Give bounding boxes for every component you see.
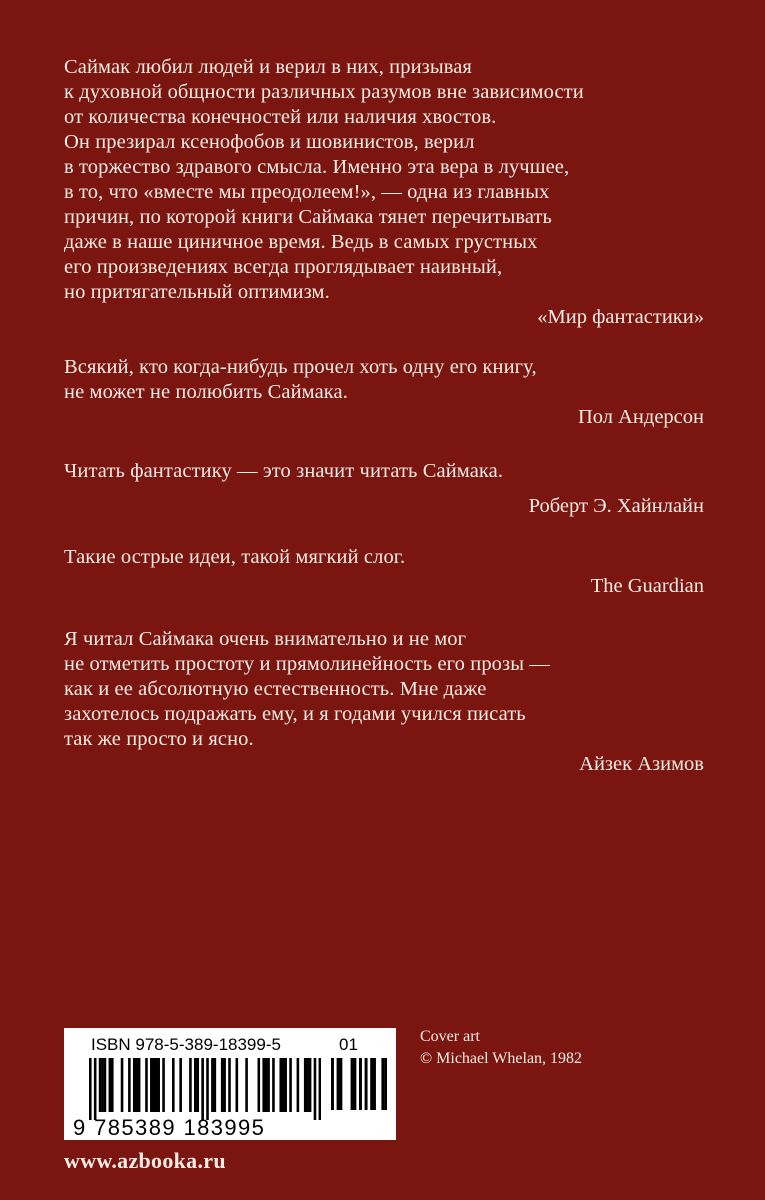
barcode-bar [135,1058,138,1112]
barcode-bar [284,1058,287,1112]
barcode-bar [319,1058,321,1120]
barcode-bar [245,1058,248,1112]
barcode-bar [157,1058,160,1112]
quote-asimov [64,627,704,777]
barcode-bar [258,1058,261,1112]
barcode-bar [262,1058,265,1112]
isbn-barcode [64,1028,396,1140]
barcode-bar [121,1058,124,1112]
barcode-bar [272,1058,275,1112]
barcode-bar [101,1058,104,1112]
publisher-website-link[interactable]: www.azbooka.ru [64,1148,226,1173]
barcode-bar [109,1058,112,1112]
cover-art-credits [420,1026,582,1070]
quote-line: Я читал Саймака очень внимательно и не мог [64,628,467,650]
barcode-bar [201,1058,204,1120]
quote-guardian [64,545,704,599]
quote-author: The Guardian [590,575,704,597]
barcode-bar [223,1058,226,1112]
barcode-bar [162,1058,165,1112]
barcode-bar [111,1058,114,1112]
quote-line: к духовной общности различных разумов вне зависимости [64,81,584,103]
barcode-bar [282,1058,285,1112]
barcode-bar [221,1058,224,1112]
quote-line: не отметить простоту и прямолинейность его прозы — [64,653,550,675]
quote-line: Всякий, кто когда-нибудь прочел хоть одну его книгу, [64,356,537,378]
barcode-bar [145,1058,148,1112]
barcode-bar [128,1058,131,1112]
barcode-bar [297,1058,300,1112]
quote-line: в торжество здравого смысла. Именно эта вера в лучшее, [64,156,570,178]
addon-bar [353,1058,356,1110]
barcode-bar [150,1058,153,1112]
quote-line: в то, что «вместе мы преодолеем!», — одна из главных [64,181,550,203]
quote-line: как и ее абсолютную естественность. Мне даже [64,678,487,700]
addon-bar [351,1058,354,1110]
barcode-bar [211,1058,214,1112]
barcode-bar [279,1058,282,1112]
barcode-bar [304,1058,307,1112]
credits-line: Cover art [420,1028,480,1045]
barcode-bar [267,1058,270,1112]
barcode-bar [289,1058,292,1112]
barcode-bar [236,1058,239,1112]
barcode-bar [214,1058,217,1112]
quote-author: «Мир фантастики» [537,306,704,328]
addon-bar [381,1058,384,1110]
ean13-bars [89,1058,321,1120]
addon-bars [331,1058,387,1110]
quote-heinlein [64,459,704,519]
barcode-background [69,1032,391,1140]
addon-bar [331,1058,334,1110]
quote-line: даже в наше циничное время. Ведь в самых грустных [64,231,538,253]
addon-bar [365,1058,368,1110]
quote-line: Такие острые идеи, такой мягкий слог. [64,546,406,568]
addon-bar [337,1058,340,1110]
barcode-bar [99,1058,102,1112]
quote-mir-fantastiki [64,55,704,330]
quote-line: но притягательный оптимизм. [64,281,330,303]
quote-line: причин, по которой книги Саймака тянет перечитывать [64,206,553,228]
ean-digits: 9 785389 183995 [73,1115,266,1140]
barcode-bar [152,1058,155,1112]
quote-line: его произведениях всегда проглядывает наивный, [64,256,503,278]
barcode-bar [309,1058,312,1112]
addon-bar [373,1058,376,1110]
quote-author: Айзек Азимов [579,753,704,775]
isbn-label: ISBN 978-5-389-18399-5 [91,1035,281,1054]
quote-line: так же просто и ясно. [64,728,254,750]
barcode-addon-label: 01 [339,1035,358,1054]
credits-line: © Michael Whelan, 1982 [420,1050,583,1067]
barcode-bar [94,1058,97,1120]
quote-line: не может не полюбить Саймака. [64,381,348,403]
quote-line: Читать фантастику — это значит читать Саймака. [64,460,504,482]
quote-line: захотелось подражать ему, и я годами учился писать [64,703,526,725]
quote-line: от количества конечностей или наличия хвостов. [64,106,497,128]
addon-bar [339,1058,342,1110]
quote-author: Пол Андерсон [577,406,704,428]
barcode-bar [172,1058,175,1112]
barcode-bar [89,1058,92,1120]
quote-line: Саймак любил людей и верил в них, призывая [64,56,472,78]
barcode-bar [104,1058,107,1112]
barcode-bar [189,1058,192,1112]
barcode-bar [155,1058,158,1112]
addon-bar [370,1058,373,1110]
barcode-bar [138,1058,141,1112]
quote-line: Он презирал ксенофобов и шовинистов, верил [64,131,475,153]
barcode-bar [133,1058,136,1112]
barcode-bar [196,1058,199,1112]
quote-author: Роберт Э. Хайнлайн [528,495,704,517]
barcode-bar [265,1058,268,1112]
addon-bar [384,1058,387,1110]
barcode-bar [206,1058,209,1120]
quote-anderson [64,355,704,430]
addon-bar [359,1058,362,1110]
barcode-bar [228,1058,231,1112]
barcode-bar [314,1058,317,1120]
barcode-bar [179,1058,182,1112]
barcode-bar [194,1058,197,1112]
barcode-bar [306,1058,309,1112]
